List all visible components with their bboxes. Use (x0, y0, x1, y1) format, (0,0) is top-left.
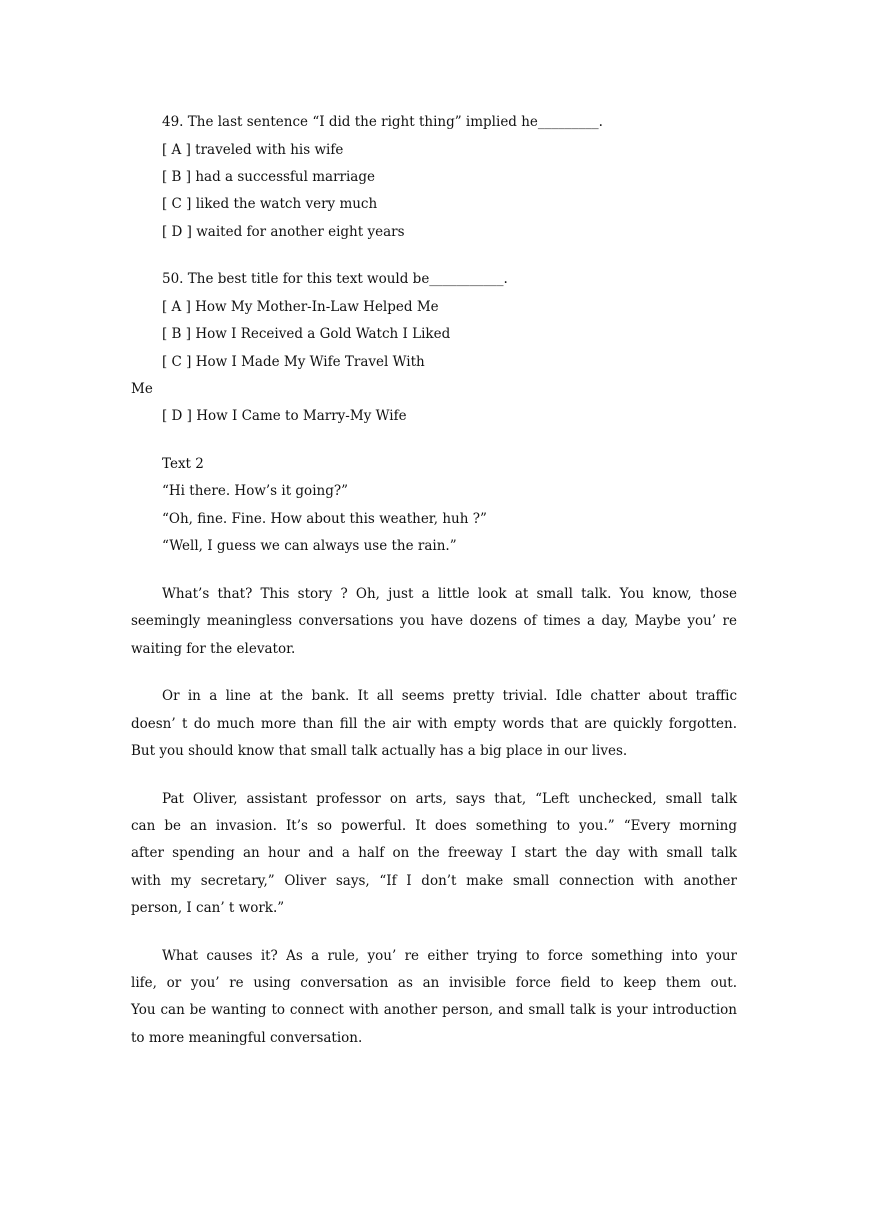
paragraph-3-line-4: with my secretary,” Oliver says, “If I don’t make small connection with another (131, 873, 737, 889)
paragraph-2-line-3: But you should know that small talk actually has a big place in our lives. (131, 743, 628, 759)
dialogue-line-2: “Oh, fine. Fine. How about this weather, huh ?” (162, 511, 487, 527)
paragraph-2-line-1: Or in a line at the bank. It all seems pretty trivial. Idle chatter about traffic (162, 688, 737, 704)
question-49-option-d: [ D ] waited for another eight years (162, 224, 405, 240)
question-50-option-c: [ C ] How I Made My Wife Travel With (162, 354, 425, 370)
dialogue-line-3: “Well, I guess we can always use the rain.” (162, 538, 457, 554)
paragraph-2-line-2: doesn’ t do much more than fill the air with empty words that are quickly forgotten. (131, 716, 737, 732)
paragraph-3-line-3: after spending an hour and a half on the freeway I start the day with small talk (131, 845, 737, 861)
question-49-stem: 49. The last sentence “I did the right thing” implied he_________. (162, 114, 603, 130)
text2-heading: Text 2 (162, 456, 204, 472)
paragraph-4-line-4: to more meaningful conversation. (131, 1030, 363, 1046)
question-49-option-c: [ C ] liked the watch very much (162, 196, 378, 212)
paragraph-1-line-2: seemingly meaningless conversations you have dozens of times a day, Maybe you’ re (131, 613, 737, 629)
paragraph-3-line-2: can be an invasion. It’s so powerful. It does something to you.” “Every morning (131, 818, 737, 834)
question-50-stem: 50. The best title for this text would be___________. (162, 271, 508, 287)
question-50-option-a: [ A ] How My Mother-In-Law Helped Me (162, 299, 439, 315)
paragraph-4-line-2: life, or you’ re using conversation as an invisible force field to keep them out. (131, 975, 737, 991)
question-50-option-b: [ B ] How I Received a Gold Watch I Liked (162, 326, 451, 342)
paragraph-3-line-5: person, I can’ t work.” (131, 900, 285, 916)
paragraph-3-line-1: Pat Oliver, assistant professor on arts, says that, “Left unchecked, small talk (162, 791, 737, 807)
paragraph-4-line-1: What causes it? As a rule, you’ re either trying to force something into your (162, 948, 737, 964)
question-50-option-c-wrap: Me (131, 381, 153, 397)
paragraph-4-line-3: You can be wanting to connect with another person, and small talk is your introduction (131, 1002, 737, 1018)
question-49-option-b: [ B ] had a successful marriage (162, 169, 375, 185)
paragraph-1-line-3: waiting for the elevator. (131, 641, 296, 657)
question-49-option-a: [ A ] traveled with his wife (162, 142, 344, 158)
paragraph-1-line-1: What’s that? This story ? Oh, just a little look at small talk. You know, those (162, 586, 737, 602)
question-50-option-d: [ D ] How I Came to Marry-My Wife (162, 408, 407, 424)
dialogue-line-1: “Hi there. How’s it going?” (162, 483, 348, 499)
